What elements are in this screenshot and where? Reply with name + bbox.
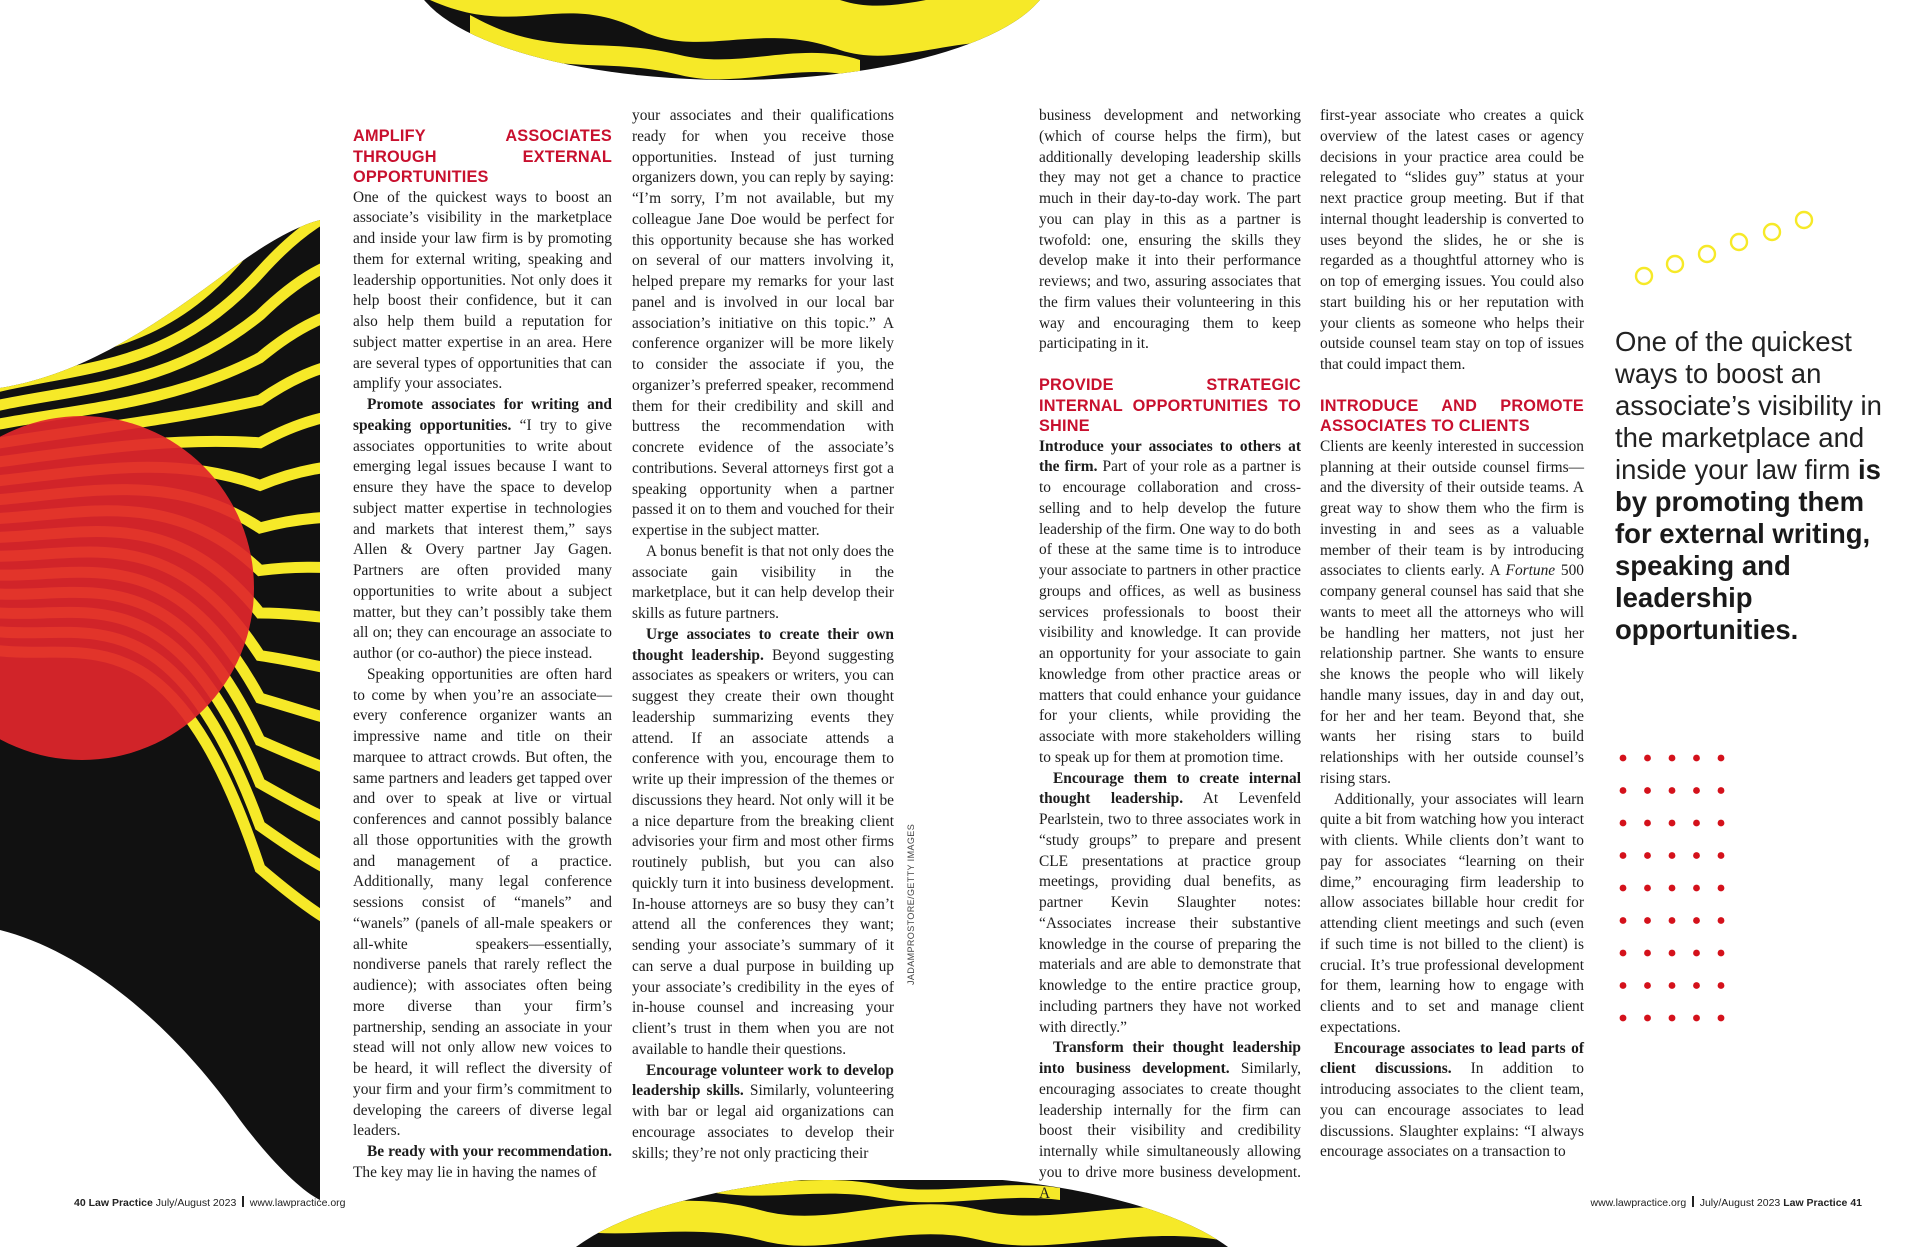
article-column-3 [1039,106,1301,1204]
body-paragraph [1320,1039,1584,1164]
body-paragraph [1039,769,1301,1039]
body-paragraph [1320,790,1584,1039]
paragraph-text: business development and networking (which of course helps the firm), but additionally developing leadership skills they may not get a chance to practice much in their day-to-day work. The part you can play in this as a partner is twofold: one, ensuring the skills they develop make it into their performance reviews; and two, assuring associates that the firm values their volunteering in this way and encouraging them to keep participating in it. [1039,107,1301,353]
website-right: www.lawpractice.org [1590,1197,1687,1209]
paragraph-text: Additionally, your associates will learn quite a bit from watching how you interact with clients. While clients don’t want to pay for associates “learning on their dime,” encouraging firm leadership to allow associates billable hour credit for attending client meetings and such (even if such time is not billed to the client) is crucial. It’s true professional development for them, learning how to engage with clients and to set and manage client expectations. [1320,790,1584,1036]
website-left: www.lawpractice.org [249,1197,346,1209]
body-paragraph [1320,106,1584,376]
body-paragraph [1320,437,1584,790]
paragraph-lead-in: Introduce your associates to others at the firm. [1039,437,1301,476]
left-page-footer [74,1196,346,1209]
paragraph-text: “I try to give associates opportunities to write about emerging legal issues because I want to ensure they have the space to develop subject matter expertise in technologies and markets that interest them,” says Allen & Overy partner Jay Gagen. Partners are often provided many opportunities to write about a subject matter, but they can’t possibly take them all on; they can encourage an associate to author (or co-author) the piece instead. [353,416,612,662]
body-paragraph [1039,437,1301,769]
body-paragraph [632,542,894,625]
paragraph-text: Clients are keenly interested in succession planning at their outside counsel firms—and the diversity of their outside teams. A great way to show them who the firm is investing in and sees as a valuable member of their team is by introducing associates to clients early. A Fortune 500 company general counsel has said that she wants to meet all the attorneys who will be handling her matters, not just her relationship partner. She wants to ensure she knows the people who will likely handle many issues, day in and day out, for her and her team. Beyond that, she wants her rising stars to build relationships with her outside counsel’s rising stars. [1320,437,1584,787]
section-heading: INTRODUCE AND PROMOTE ASSOCIATES TO CLIENTS [1320,396,1584,436]
paragraph-text: One of the quickest ways to boost an associate’s visibility in the marketplace and inside your law firm is by promoting them for external writing, speaking and leadership opportunities. Not only does it help boost their confidence, but it can also help them build a reputation for subject matter expertise in an area. Here are several types of opportunities that can amplify your associates. [353,188,612,393]
footer-separator [1692,1196,1694,1207]
right-page-footer [1591,1196,1863,1209]
paragraph-lead-in: Urge associates to create their own thought leadership. [632,625,894,664]
paragraph-text: At Levenfeld Pearlstein, two to three associates work in “study groups” to prepare and present CLE presentations at practice group meetings, providing dual benefits, as partner Kevin Slaughter notes: “Associates increase their substantive knowledge in the course of preparing the materials and are able to demonstrate that knowledge to the entire practice group, including partners they have not worked with directly.” [1039,790,1301,1036]
article-column-1 [353,126,612,1184]
body-paragraph [632,625,894,1061]
body-paragraph [353,395,612,665]
magazine-name-left: Law Practice [88,1197,153,1209]
section-gap [1039,355,1301,375]
paragraph-lead-in: Encourage them to create internal thought leadership. [1039,769,1301,808]
paragraph-text: first-year associate who creates a quick overview of the latest cases or agency decisions in your practice area could be relegated to “slides guy” status at your next practice group meeting. But if that internal thought leadership is converted to uses beyond the slides, he or she is regarded as a thoughtful attorney who is on top of emerging issues. You could also start building his or her reputation with your clients as someone who helps their outside counsel team stay on top of issues that could impact them. [1320,107,1584,373]
section-heading: AMPLIFY ASSOCIATES THROUGH EXTERNAL OPPORTUNITIES [353,127,612,186]
paragraph-text: your associates and their qualifications ready for when you receive those opportunities. Instead of just turning organizers down, you can reply by saying: “I’m sorry, I’m not available, but my colleague Jane Doe would be perfect for this opportunity because she has worked on several of our matters involving it, helped prepare my remarks for your last panel and is involved in our local bar association’s initiative on this topic.” A conference organizer will be more likely to consider the associate if you, the organizer’s preferred speaker, recommend them for their credibility and skill and buttress the recommendation with concrete evidence of the associate’s contributions. Several attorneys first got a speaking opportunity when a partner passed it on to them and vouched for their expertise in the subject matter. [632,107,894,539]
body-paragraph [353,1142,612,1184]
body-paragraph [1039,106,1301,355]
page-number-left: 40 [74,1197,86,1209]
pull-quote-bold: is by promoting them for external writing, speaking and leadership opportunities. [1615,454,1881,645]
paragraph-lead-in: Transform their thought leadership into business development. [1039,1039,1301,1077]
paragraph-text: Speaking opportunities are often hard to come by when you’re an associate—every conference organizer wants an impressive name and title on their marquee to attract crowds. But often, the same partners and leaders get tapped over and over to speak at live or virtual conferences and cannot possibly balance all those opportunities with the growth and management of a practice. Additionally, many legal conference sessions consist of “manels” and “wanels” (panels of all-male speakers or all-white speakers—essentially, nondiverse panels that rarely reflect the audience); with associates often being more diverse than your firm’s partnership, sending an associate in your stead will not only allow new voices to be heard, it will reflect the diversity of your firm and your firm’s commitment to developing the careers of diverse legal leaders. [353,665,612,1140]
body-paragraph [632,1061,894,1165]
photo-credit: JADAMPROSTORE/GETTY IMAGES [906,823,916,985]
pull-quote-normal: One of the quickest ways to boost an associate’s visibility in the marketplace and inside your law firm [1615,326,1882,485]
footer-separator [242,1196,244,1207]
section-gap [1320,376,1584,396]
article-column-4 [1320,106,1584,1163]
paragraph-lead-in: Promote associates for writing and speaking opportunities. [353,396,612,434]
section-heading: PROVIDE STRATEGIC INTERNAL OPPORTUNITIES TO SHINE [1039,376,1301,435]
paragraph-text: Part of your role as a partner is to encourage collaboration and cross-selling and to help develop the future leadership of the firm. One way to do both of these at the same time is to introduce your associate to partners in other practice groups and offices, as well as business services professionals to boost their visibility and knowledge. It can provide an opportunity for your associate to gain knowledge from other practice areas or matters that could enhance your guidance for your clients, while providing the associate with more stakeholders willing to speak up for them at promotion time. [1039,458,1302,766]
paragraph-text: Similarly, encouraging associates to create thought leadership internally for the firm can boost their visibility and credibility internally while simultaneously allowing you to drive more business development. A [1039,1060,1301,1202]
paragraph-text: The key may lie in having the names of [353,1163,597,1181]
issue-date-left: July/August 2023 [155,1197,237,1209]
issue-date-right: July/August 2023 [1699,1197,1781,1209]
paragraph-lead-in: Encourage volunteer work to develop leadership skills. [632,1061,894,1100]
body-paragraph [632,106,894,542]
paragraph-text: A bonus benefit is that not only does the associate gain visibility in the marketplace, but it can help develop their skills as future partners. [632,542,894,622]
pull-quote [1615,326,1905,646]
page-number-right: 41 [1850,1197,1862,1209]
body-paragraph [1039,1038,1301,1204]
article-column-2 [632,106,894,1164]
paragraph-text: Beyond suggesting associates as speakers or writers, you can suggest they create their own thought leadership summarizing events they attend. If an associate attends a conference with you, encourage them to write up their impression of the themes or discussions they heard. Not only will it be a nice departure from the breaking client advisories your firm and most other firms routinely publish, but you can also quickly turn it into business development. In-house attorneys are so busy they can’t attend all the conferences they want; sending your associate’s summary of it can serve a dual purpose in building up your associate’s credibility in the eyes of in-house counsel and increasing your client’s trust in them when you are not available to handle their questions. [632,646,894,1058]
paragraph-lead-in: Be ready with your recommendation. [367,1143,612,1160]
paragraph-lead-in: Encourage associates to lead parts of client discussions. [1320,1039,1584,1078]
body-paragraph [353,188,612,396]
paragraph-text: In addition to introducing associates to the client team, you can encourage associates to lead discussions. Slaughter explains: “I always encourage associates on a transaction to [1320,1060,1585,1161]
magazine-name-right: Law Practice [1783,1197,1848,1209]
paragraph-text: Similarly, volunteering with bar or legal aid organizations can encourage associates to develop their skills; they’re not only practicing their [632,1082,894,1162]
body-paragraph [353,665,612,1142]
